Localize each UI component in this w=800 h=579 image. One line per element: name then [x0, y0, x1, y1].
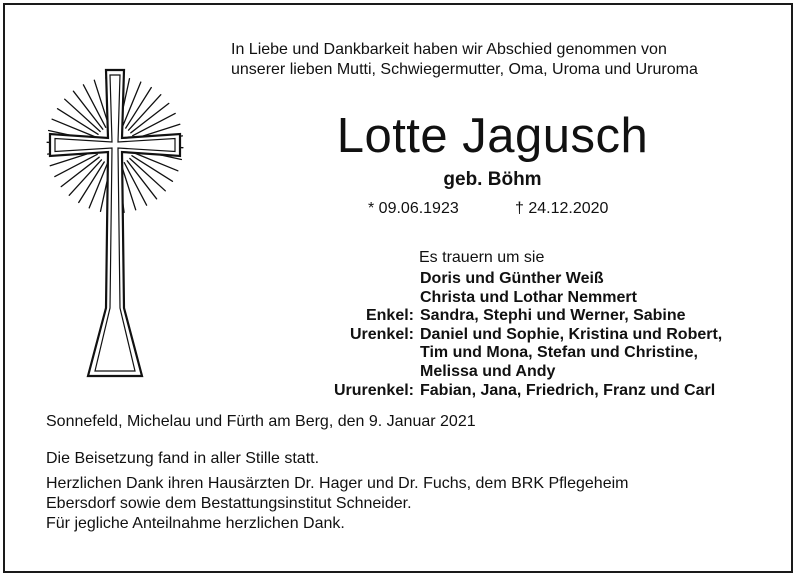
deceased-name: Lotte Jagusch: [336, 109, 649, 163]
mourner-row: [300, 363, 722, 382]
birth-name: geb. Böhm: [443, 169, 542, 190]
relation-label: Ururenkel:: [333, 381, 414, 399]
relation-label: Enkel:: [365, 307, 414, 325]
ray-line: [131, 103, 169, 132]
ray-line: [79, 162, 105, 203]
mourner-names: Fabian, Jana, Friedrich, Franz und Carl: [420, 381, 716, 399]
ray-line: [132, 156, 173, 182]
mourner-row: [300, 326, 722, 345]
ray-line: [127, 161, 156, 199]
mourner-row: [300, 344, 722, 363]
mourner-row: [300, 289, 722, 308]
relation-label: [300, 363, 420, 382]
mourners-intro: Es trauern um sie: [419, 249, 545, 266]
burial-note: Die Beisetzung fand in aller Stille statt.: [46, 450, 320, 467]
relation-label: [300, 344, 420, 363]
radiant-cross-icon: [40, 58, 190, 388]
place-and-date: Sonnefeld, Michelau und Fürth am Berg, den 9. Januar 2021: [46, 413, 476, 430]
thanks-text: [46, 474, 628, 513]
mourner-names: Tim und Mona, Stefan und Christine,: [420, 344, 698, 362]
mourner-names: Daniel und Sophie, Kristina und Robert,: [420, 325, 723, 343]
thanks-line: Ebersdorf sowie dem Bestattungsinstitut Schneider.: [46, 494, 412, 512]
mourner-names: Melissa und Andy: [420, 362, 556, 380]
mourner-names: Doris und Günther Weiß: [420, 270, 604, 287]
mourner-names: Sandra, Stephi und Werner, Sabine: [420, 307, 686, 325]
mourner-row: [300, 270, 722, 289]
death-date: † 24.12.2020: [515, 200, 609, 217]
intro-line: unserer lieben Mutti, Schwiegermutter, Oma, Uroma und Ururoma: [231, 61, 698, 78]
ray-line: [126, 88, 152, 129]
intro-line: In Liebe und Dankbarkeit haben wir Abschied genommen von: [231, 41, 667, 58]
closing-thanks: Für jegliche Anteilnahme herzlichen Dank.: [46, 515, 345, 532]
intro-text: [231, 40, 698, 80]
relation-label: Urenkel:: [349, 325, 414, 343]
ray-line: [73, 91, 102, 129]
relation-label: [300, 270, 420, 289]
mourner-row: [300, 307, 722, 326]
thanks-line: Herzlichen Dank ihren Hausärzten Dr. Hager und Dr. Fuchs, dem BRK Pflegeheim: [46, 475, 629, 492]
mourner-names: Christa und Lothar Nemmert: [420, 288, 637, 306]
relation-label: [300, 289, 420, 308]
mourners-list: [300, 270, 722, 400]
ray-line: [61, 157, 99, 186]
birth-date: * 09.06.1923: [368, 200, 459, 217]
mourner-row: [300, 382, 722, 401]
ray-line: [58, 109, 99, 135]
